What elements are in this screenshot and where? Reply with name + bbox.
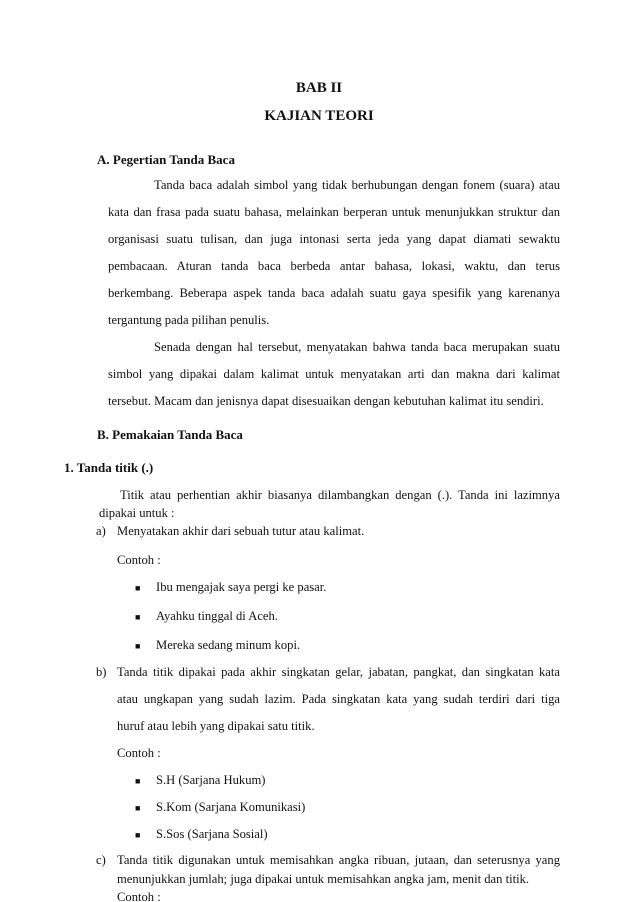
square-bullet-icon: ■ [135,803,141,813]
bullet-item: Ayahku tinggal di Aceh. [156,609,278,623]
list-item-text: Tanda titik digunakan untuk memisahkan angka ribuan, jutaan, dan seterusnya yang [117,853,560,867]
paragraph-line: Titik atau perhentian akhir biasanya dilambangkan dengan (.). Tanda ini lazimnya [120,488,560,502]
contoh-label: Contoh : [117,746,161,760]
bullet-item: S.H (Sarjana Hukum) [156,773,266,787]
bullet-item: Ibu mengajak saya pergi ke pasar. [156,580,327,594]
list-item-text: atau ungkapan yang sudah lazim. Pada singkatan kata yang sudah terdiri dari tiga [117,692,560,706]
paragraph-line: kata dan frasa pada suatu bahasa, melainkan berperan untuk menunjukkan struktur dan [108,205,560,219]
list-item-text: Tanda titik dipakai pada akhir singkatan gelar, jabatan, pangkat, dan singkatan kata [117,665,560,679]
bullet-item: S.Kom (Sarjana Komunikasi) [156,800,306,814]
contoh-label: Contoh : [117,890,161,902]
square-bullet-icon: ■ [135,641,141,651]
list-marker: b) [96,665,107,679]
section-a-heading: A. Pegertian Tanda Baca [97,152,235,167]
paragraph-line: Tanda baca adalah simbol yang tidak berhubungan dengan fonem (suara) atau [154,178,560,192]
bullet-item: Mereka sedang minum kopi. [156,638,301,652]
paragraph-line: simbol yang dipakai dalam kalimat untuk menyatakan arti dan makna dari kalimat [108,367,560,381]
paragraph-line: tergantung pada pilihan penulis. [108,313,270,327]
paragraph-line: tersebut. Macam dan jenisnya dapat disesuaikan dengan kebutuhan kalimat itu sendiri. [108,394,544,408]
square-bullet-icon: ■ [135,830,141,840]
list-item-text: menunjukkan jumlah; juga dipakai untuk memisahkan angka jam, menit dan titik. [117,872,530,886]
contoh-label: Contoh : [117,553,161,567]
paragraph-line: Senada dengan hal tersebut, menyatakan bahwa tanda baca merupakan suatu [154,340,560,354]
list-marker: a) [96,524,106,538]
square-bullet-icon: ■ [135,583,141,593]
list-item-text: huruf atau lebih yang dipakai satu titik. [117,719,315,733]
square-bullet-icon: ■ [135,776,141,786]
chapter-title: KAJIAN TEORI [264,108,374,124]
chapter-number: BAB II [295,80,343,96]
paragraph-line: organisasi suatu tulisan, dan juga intonasi serta jeda yang dapat diamati sewaktu [108,232,560,246]
paragraph-line: berkembang. Beberapa aspek tanda baca adalah suatu gaya spesifik yang karenanya [108,286,560,300]
paragraph-line: dipakai untuk : [99,506,175,520]
section-b-heading: B. Pemakaian Tanda Baca [97,427,243,442]
bullet-item: S.Sos (Sarjana Sosial) [156,827,268,841]
list-marker: c) [96,853,106,867]
list-item-text: Menyatakan akhir dari sebuah tutur atau kalimat. [117,524,365,538]
subsection-1-heading: 1. Tanda titik (.) [64,460,154,475]
square-bullet-icon: ■ [135,612,141,622]
paragraph-line: pembacaan. Aturan tanda baca berbeda antar bahasa, lokasi, waktu, dan terus [108,259,560,273]
